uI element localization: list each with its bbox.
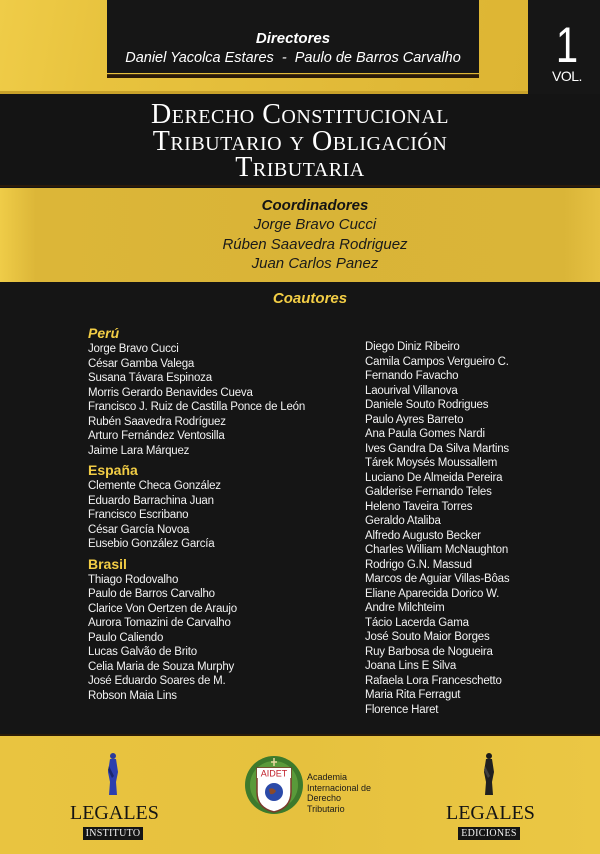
author-name: Eusebio González García (88, 538, 215, 550)
author-name: Celia Maria de Souza Murphy (88, 660, 235, 673)
author-name: Ives Gandra Da Silva Martins (365, 442, 509, 455)
author-name: Tácio Lacerda Gama (365, 616, 469, 629)
legales-wordmark: LEGALES (70, 802, 159, 824)
author-name: Charles William McNaughton (365, 544, 509, 556)
author-name: Ruy Barbosa de Nogueira (365, 645, 493, 658)
author-name: Geraldo Ataliba (365, 515, 441, 527)
author-name: Francisco J. Ruiz de Castilla Ponce de León (88, 401, 306, 413)
author-name: Andre Milchteim (365, 602, 445, 614)
author-name: José Eduardo Soares de M. (88, 675, 226, 687)
country-group-espana (88, 462, 305, 552)
author-name: Joana Lins E Silva (365, 660, 457, 672)
country-group-peru (88, 325, 305, 458)
aidet-text-line: Tributario (307, 803, 345, 814)
author-name: Ana Paula Gomes Nardi (365, 428, 485, 440)
legales-ediciones-logo (446, 752, 535, 841)
author-name: Paulo Ayres Barreto (365, 413, 464, 426)
author-name: Eduardo Barrachina Juan (88, 494, 214, 507)
svg-text:AIDET: AIDET (260, 768, 288, 779)
author-name: Francisco Escribano (88, 509, 189, 521)
author-name: Marcos de Aguiar Villas-Bôas (365, 573, 510, 585)
author-name: César García Novoa (88, 523, 190, 536)
instituto-label: INSTITUTO (83, 827, 144, 840)
legales-wordmark: LEGALES (446, 802, 535, 824)
author-name: Clarice Von Oertzen de Araujo (88, 602, 237, 615)
author-name: Lucas Galvão de Brito (88, 646, 197, 658)
author-name: César Gamba Valega (88, 357, 195, 370)
ediciones-label: EDICIONES (458, 827, 519, 840)
coordinator-name: Rúben Saavedra Rodriguez (222, 236, 408, 253)
coordinators-heading: Coordinadores (261, 197, 369, 214)
coordinator-name: Juan Carlos Panez (251, 255, 379, 272)
author-name: Galderise Fernando Teles (365, 486, 492, 498)
author-name: Morris Gerardo Benavides Cueva (88, 386, 253, 399)
country-label: España (88, 462, 138, 478)
author-name: Jaime Lara Márquez (88, 444, 190, 457)
author-name: Susana Távara Espinoza (88, 372, 212, 384)
aidet-text-line: Academia (307, 772, 348, 782)
author-name: Jorge Bravo Cucci (88, 343, 179, 355)
author-name: Diego Diniz Ribeiro (365, 341, 460, 353)
author-name: Heleno Taveira Torres (365, 500, 473, 513)
author-name: Maria Rita Ferragut (365, 689, 461, 701)
aidet-text-line: Derecho (307, 793, 342, 803)
country-label: Brasil (88, 555, 127, 572)
aidet-text (307, 772, 371, 814)
book-title-line-2: Tributario y Obligación (152, 126, 448, 157)
directors-heading: Directores (255, 30, 331, 47)
country-group-brasil (88, 556, 305, 704)
coauthors-heading: Coautores (272, 290, 348, 307)
directors-names: Daniel Yacolca Estares - Paulo de Barros Carvalho (125, 50, 461, 66)
author-name: Paulo Caliendo (88, 631, 164, 644)
author-name: Luciano De Almeida Pereira (365, 471, 503, 484)
author-name: Paulo de Barros Carvalho (88, 588, 215, 600)
author-name: Tárek Moysés Moussallem (365, 457, 498, 469)
country-label: Perú (88, 325, 120, 341)
author-name: Camila Campos Vergueiro C. (365, 355, 509, 368)
book-title-line-1: Derecho Constitucional (151, 99, 449, 130)
aidet-crest-icon (243, 754, 305, 816)
author-name: Daniele Souto Rodrigues (365, 399, 489, 411)
aidet-text-line: Internacional de (307, 782, 372, 793)
author-name: Robson Maia Lins (88, 689, 177, 702)
author-name: Thiago Rodovalho (88, 573, 179, 586)
author-name: Alfredo Augusto Becker (365, 529, 481, 542)
coordinator-name: Jorge Bravo Cucci (253, 216, 377, 233)
legales-instituto-logo (70, 752, 159, 841)
author-name: Arturo Fernández Ventosilla (88, 430, 225, 442)
coauthors-right-column (365, 340, 509, 717)
directors-divider (107, 74, 479, 78)
author-name: Fernando Favacho (365, 370, 459, 382)
author-name: Florence Haret (365, 703, 439, 716)
author-name: Rodrigo G.N. Massud (365, 558, 472, 571)
justice-statue-icon (479, 752, 499, 796)
author-name: Clemente Checa González (88, 480, 221, 492)
book-title-line-3: Tributaria (235, 152, 365, 183)
coauthors-left-column (88, 325, 305, 705)
author-name: Rafaela Lora Franceschetto (365, 674, 502, 687)
author-name: Rubén Saavedra Rodríguez (88, 415, 226, 428)
justice-statue-icon (103, 752, 123, 796)
volume-label: VOL. (552, 68, 582, 84)
volume-number: 1 (555, 17, 579, 73)
author-name: Laourival Villanova (365, 384, 458, 397)
author-name: José Souto Maior Borges (365, 631, 490, 643)
author-name: Aurora Tomazini de Carvalho (88, 617, 231, 629)
author-name: Eliane Aparecida Dorico W. (365, 587, 500, 600)
